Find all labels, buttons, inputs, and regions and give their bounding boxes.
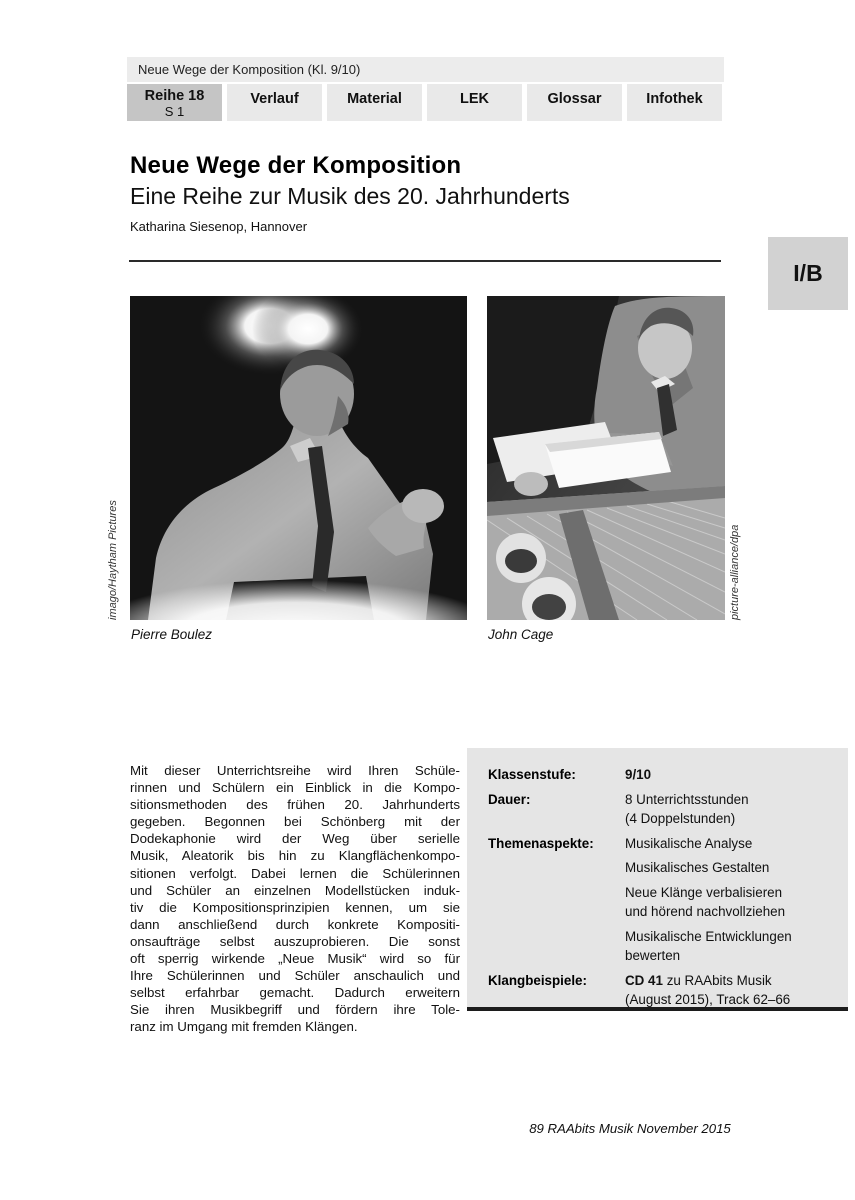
page-header-bar [127, 57, 724, 82]
themenaspekte-label: Themenaspekte: [488, 835, 594, 851]
tab-verlauf[interactable]: Verlauf [227, 84, 322, 121]
info-box [467, 748, 848, 1011]
page-title: Neue Wege der Komposition [130, 152, 462, 179]
klassenstufe-value: 9/10 [625, 767, 652, 782]
tab-reihe-label: Reihe 18 [144, 88, 205, 104]
dauer-value [625, 790, 834, 829]
dauer-label: Dauer: [488, 791, 531, 807]
info-row-klassenstufe [488, 765, 834, 785]
page-subtitle: Eine Reihe zur Musik des 20. Jahrhunderts [130, 183, 570, 209]
header-series-title: Neue Wege der Komposition (Kl. 9/10) [138, 62, 361, 77]
page-footer: 89 RAAbits Musik November 2015 [529, 1121, 731, 1136]
klang-line-2: (August 2015), Track 62–66 [625, 992, 791, 1007]
author-line: Katharina Siesenop, Hannover [130, 219, 308, 234]
tab-material[interactable]: Material [327, 84, 422, 121]
section-badge [768, 237, 848, 310]
tab-lek[interactable]: LEK [427, 84, 522, 121]
klangbeispiele-value [625, 971, 834, 1010]
tab-reihe-sublabel: S 1 [164, 104, 185, 119]
dauer-line-2: (4 Doppelstunden) [625, 811, 736, 826]
photo-credit-left: imago/Haytham Pictures [107, 500, 119, 620]
boulez-photo-art [130, 296, 467, 620]
photo-pierre-boulez [130, 296, 467, 620]
photo-credit-right: picture-alliance/dpa [729, 524, 741, 620]
horizontal-rule [129, 260, 721, 262]
photo-caption-cage: John Cage [488, 627, 554, 642]
klassenstufe-label: Klassenstufe: [488, 767, 576, 782]
info-row-dauer [488, 790, 834, 829]
themen-item-2: Musikalisches Gestalten [625, 860, 770, 875]
info-row-themenaspekte [488, 834, 834, 966]
tab-infothek[interactable]: Infothek [627, 84, 722, 121]
cage-photo-art [487, 296, 725, 620]
klang-line-1: CD 41 zu RAAbits Musik [625, 972, 772, 988]
themen-item-1: Musikalische Analyse [625, 835, 753, 851]
info-row-klangbeispiele [488, 971, 834, 1010]
themen-item-4: Musikalische Entwicklungen bewerten [625, 928, 792, 963]
themen-item-3: Neue Klänge verbalisieren und hörend nachvollziehen [625, 884, 786, 919]
dauer-line-1: 8 Unterrichtsstunden [625, 791, 749, 807]
photo-caption-boulez: Pierre Boulez [131, 627, 213, 642]
section-badge-label: I/B [793, 260, 823, 286]
tab-reihe-18[interactable] [127, 84, 222, 121]
tab-glossar[interactable]: Glossar [527, 84, 622, 121]
intro-paragraph: Mit dieser Unterrichtsreihe wird Ihren Schüle- rinnen und Schülern ein Einblick in die Kompo- sitionsmethoden des frühen 20. Jahrhunderts gegeben. Begonnen bei Schönberg mit der Dodekaphonie wird der Weg über serielle Musik, Aleatorik bis hin zu Klangflächenkompo- sitionen verfolgt. Dabei lernen die Schülerinnen und Schüler an einzelnen Modellstücken induk- tiv die Kompositionsprinzipien kennen, um sie dann anschließend durch konkrete Kompositi- onsaufträge selbst auszuprobieren. Die sonst oft sperrig wirkende „Neue Musik“ wird so für Ihre Schülerinnen und Schüler anschaulich und selbst erfahrbar gemacht. Dadurch erweitern Sie ihren Musikbegriff und fördern ihre Tole- ranz im Umgang mit fremden Klängen. [130, 763, 460, 1035]
themenaspekte-value [625, 834, 834, 966]
klangbeispiele-label: Klangbeispiele: [488, 972, 587, 988]
photo-john-cage [487, 296, 725, 620]
